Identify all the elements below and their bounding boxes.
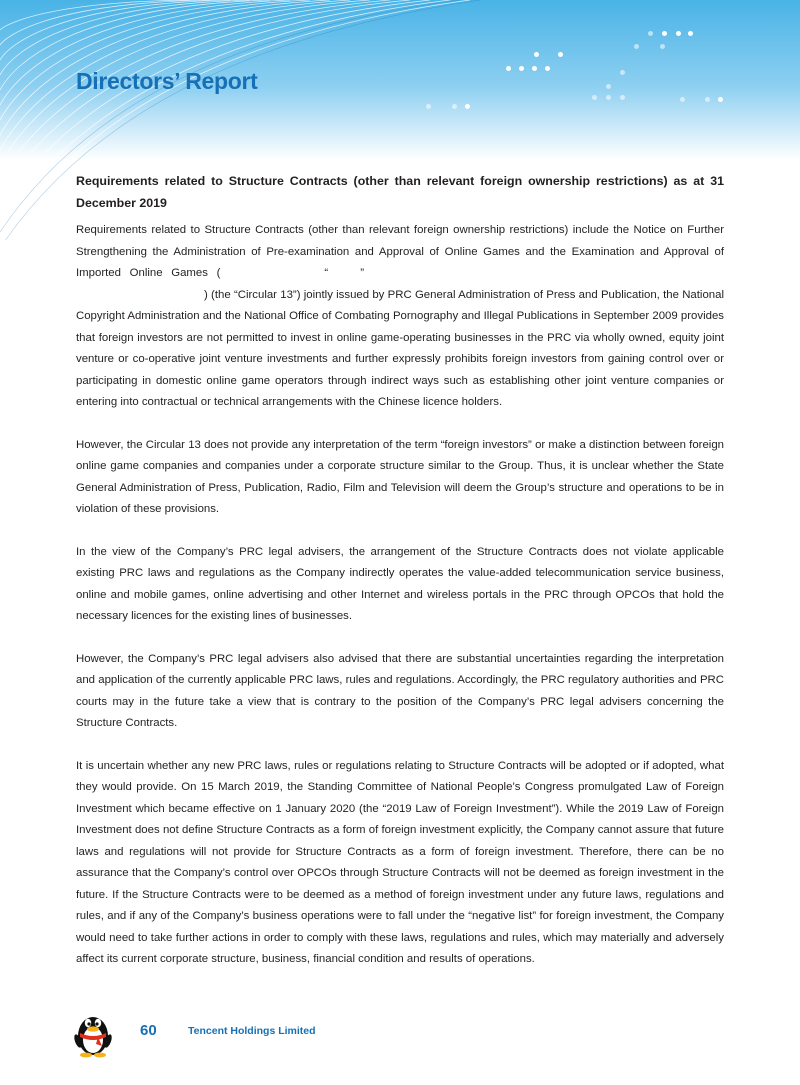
paragraph-foreign-investors: However, the Circular 13 does not provide any interpretation of the term “foreign investors” or make a distinction between foreign online game companies and companies under a corporate structure similar to the Group. Thus, it is unclear whether the State General Administration of Press, Publication, Radio, Film and Television will deem the Group’s structure and operations to be in violation of these provisions. xyxy=(76,438,724,515)
decorative-dot xyxy=(718,97,723,102)
decorative-dot xyxy=(532,66,537,71)
decorative-dot xyxy=(519,66,524,71)
page-title: Directors’ Report xyxy=(76,68,258,94)
paragraph-uncertainties: However, the Company’s PRC legal advisers also advised that there are substantial uncertainties regarding the interpretation and application of the currently applicable PRC laws, rules and regulations. Accordingly, the PRC regulatory authorities and PRC courts may in the future take a view that is contrary to the position of the Company’s PRC legal advisers concerning the Structure Contracts. xyxy=(76,652,724,729)
decorative-dot xyxy=(648,31,653,36)
quote-mark: ” xyxy=(360,267,364,279)
quote-mark: “ xyxy=(324,267,329,279)
penguin-icon xyxy=(72,1008,114,1058)
decorative-dot xyxy=(558,52,563,57)
decorative-dot xyxy=(705,97,710,102)
decorative-dot xyxy=(676,31,681,36)
page-footer xyxy=(0,1000,800,1085)
paragraph-text: Requirements related to Structure Contracts (other than relevant foreign ownership restrictions) include the Notice on Further Strengthening the Administration of Pre-examination and Approval of Online Games and the Examination and Approval of Imported Online Games ( xyxy=(76,224,724,279)
paragraph-text: ) (the “Circular 13”) jointly issued by PRC General Administration of Press and Publication, the National Copyright Administration and the National Office of Combating Pornography and Illegal Publications in September 2009 provides that foreign investors are not permitted to invest in online game-operating businesses in the PRC via wholly owned, equity joint venture or co-operative joint venture investments and further expressly prohibits foreign investors from gaining control over or participating in domestic online game operators through indirect ways such as establishing other joint venture companies or entering into contractual or technical arrangements with the Chinese licence holders. xyxy=(76,288,724,408)
decorative-dot xyxy=(660,44,665,49)
paragraph-legal-view: In the view of the Company’s PRC legal advisers, the arrangement of the Structure Contracts does not violate applicable existing PRC laws and regulations as the Company indirectly operates the value-added telecommunication service business, online and mobile games, online advertising and other Internet and wireless portals in the PRC through OPCOs that hold the necessary licences for the existing lines of businesses. xyxy=(76,545,724,622)
decorative-dot xyxy=(680,97,685,102)
decorative-dot xyxy=(620,70,625,75)
decorative-dot xyxy=(452,104,457,109)
paragraph-new-laws: It is uncertain whether any new PRC laws, rules or regulations relating to Structure Contracts will be adopted or if adopted, what they would provide. On 15 March 2019, the Standing Committee of National People’s Congress promulgated Law of Foreign Investment which became effective on 1 January 2020 (the “2019 Law of Foreign Investment”). While the 2019 Law of Foreign Investment does not define Structure Contracts as a form of foreign investment explicitly, the Company cannot assure that future laws and regulations will not provide for Structure Contracts as a form of foreign investment. Therefore, there can be no assurance that the Company’s control over OPCOs through Structure Contracts will not be deemed as foreign investment in the future. If the Structure Contracts were to be deemed as a method of foreign investment under any future laws, regulations and rules, and if any of the Company’s business operations were to fall under the “negative list” for foreign investment, the Company would need to take further actions in order to comply with these laws, regulations and rules, which may materially and adversely affect its current corporate structure, business, financial condition and results of operations. xyxy=(76,759,724,965)
decorative-dot xyxy=(465,104,470,109)
decorative-dot xyxy=(606,84,611,89)
decorative-dot xyxy=(545,66,550,71)
decorative-dot xyxy=(606,95,611,100)
decorative-dot xyxy=(662,31,667,36)
decorative-dot xyxy=(634,44,639,49)
decorative-dot xyxy=(620,95,625,100)
decorative-dot xyxy=(592,95,597,100)
decorative-dot xyxy=(688,31,693,36)
main-content xyxy=(76,170,724,992)
paragraph-circular-13 xyxy=(76,220,724,414)
section-heading: Requirements related to Structure Contracts (other than relevant foreign ownership restrictions) as at 31 December 2019 xyxy=(76,174,724,210)
decorative-dot xyxy=(426,104,431,109)
page-number: 60 xyxy=(140,1022,157,1039)
decorative-dot xyxy=(506,66,511,71)
company-name: Tencent Holdings Limited xyxy=(188,1025,316,1037)
decorative-dot xyxy=(534,52,539,57)
